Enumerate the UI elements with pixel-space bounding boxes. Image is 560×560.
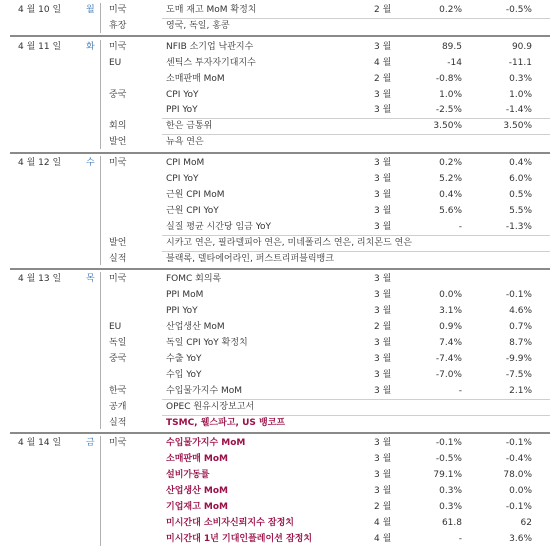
indicator-cell: CPI YoY bbox=[166, 89, 199, 100]
indicator-cell: 산업생산 MoM bbox=[166, 486, 229, 497]
forecast-cell: -14 bbox=[447, 57, 462, 68]
previous-cell: 1.0% bbox=[509, 89, 532, 100]
region-cell: 휴장 bbox=[109, 20, 127, 31]
period-cell: 2 월 bbox=[374, 322, 392, 333]
table-row bbox=[10, 415, 550, 431]
previous-cell: -0.1% bbox=[505, 438, 532, 449]
table-row bbox=[10, 203, 550, 219]
forecast-cell: -7.0% bbox=[435, 369, 462, 380]
forecast-cell: 79.1% bbox=[433, 470, 462, 481]
date-cell: 4 월 12 일 bbox=[18, 158, 62, 169]
previous-cell: 90.9 bbox=[511, 41, 532, 52]
previous-cell: 4.6% bbox=[509, 306, 532, 317]
date-cell: 4 월 13 일 bbox=[18, 274, 62, 285]
date-group-divider bbox=[10, 432, 550, 434]
period-cell: 3 월 bbox=[374, 486, 392, 497]
indicator-cell: TSMC, 웰스파고, US 뱅코프 bbox=[166, 417, 286, 428]
indicator-cell: PPI YoY bbox=[166, 306, 198, 317]
previous-cell: 0.4% bbox=[509, 158, 532, 169]
indicator-cell: 한은 금통위 bbox=[166, 121, 213, 132]
previous-cell: -1.4% bbox=[505, 105, 532, 116]
weekday-cell: 수 bbox=[86, 158, 95, 169]
period-cell: 3 월 bbox=[374, 438, 392, 449]
table-row bbox=[10, 483, 550, 499]
period-cell: 3 월 bbox=[374, 158, 392, 169]
table-row bbox=[10, 2, 550, 18]
previous-cell: 62 bbox=[520, 517, 532, 528]
previous-cell: -11.1 bbox=[508, 57, 532, 68]
forecast-cell: 61.8 bbox=[441, 517, 462, 528]
table-row bbox=[10, 134, 550, 150]
previous-cell: -9.9% bbox=[505, 353, 532, 364]
date-cell: 4 월 14 일 bbox=[18, 438, 62, 449]
indicator-cell: 소매판매 MoM bbox=[166, 73, 225, 84]
period-cell: 3 월 bbox=[374, 174, 392, 184]
table-row bbox=[10, 435, 550, 451]
column-divider bbox=[100, 40, 101, 149]
weekday-cell: 금 bbox=[86, 438, 95, 449]
indicator-cell: 미시간대 1년 기대인플레이션 잠정치 bbox=[166, 533, 313, 544]
date-group-divider bbox=[10, 268, 550, 270]
previous-cell: 0.0% bbox=[509, 486, 532, 497]
table-row bbox=[10, 367, 550, 383]
forecast-cell: 5.6% bbox=[439, 205, 462, 216]
date-group-divider bbox=[10, 35, 550, 37]
forecast-cell: 7.4% bbox=[439, 338, 462, 348]
forecast-cell: 0.9% bbox=[439, 322, 462, 333]
region-cell: 발언 bbox=[109, 137, 127, 148]
table-row bbox=[10, 351, 550, 367]
indicator-cell: 미시간대 소비자신뢰지수 잠정치 bbox=[166, 517, 294, 528]
forecast-cell: 0.4% bbox=[439, 189, 462, 200]
previous-cell: 0.7% bbox=[509, 322, 532, 333]
previous-cell: -7.5% bbox=[505, 369, 532, 380]
region-cell: 중국 bbox=[109, 89, 127, 100]
indicator-cell: 뉴욕 연은 bbox=[166, 137, 204, 148]
indicator-cell: NFIB 소기업 낙관지수 bbox=[166, 41, 254, 52]
indicator-cell: 산업생산 MoM bbox=[166, 322, 225, 333]
indicator-cell: 수출 YoY bbox=[166, 353, 202, 364]
region-cell: 미국 bbox=[109, 5, 127, 15]
period-cell: 4 월 bbox=[374, 517, 392, 528]
period-cell: 3 월 bbox=[374, 274, 392, 285]
indicator-cell: 시카고 연은, 필라델피아 연은, 미네폴리스 연은, 리치몬드 연은 bbox=[166, 237, 412, 248]
indicator-cell: 근원 CPI MoM bbox=[166, 189, 225, 200]
forecast-cell: 0.2% bbox=[439, 158, 462, 169]
indicator-cell: 블랙록, 델타에어라인, 퍼스트리퍼블릭뱅크 bbox=[166, 253, 334, 264]
previous-cell: 78.0% bbox=[503, 470, 532, 481]
indicator-cell: 도매 재고 MoM 확정치 bbox=[166, 5, 257, 15]
period-cell: 3 월 bbox=[374, 290, 392, 301]
table-row bbox=[10, 235, 550, 251]
region-cell: 미국 bbox=[109, 438, 127, 449]
table-row bbox=[10, 319, 550, 335]
period-cell: 3 월 bbox=[374, 369, 392, 380]
column-divider bbox=[100, 436, 101, 545]
previous-cell: 3.50% bbox=[503, 121, 532, 132]
previous-cell: 0.3% bbox=[509, 73, 532, 84]
indicator-cell: 근원 CPI YoY bbox=[166, 205, 219, 216]
previous-cell: -1.3% bbox=[505, 221, 532, 232]
region-cell: 실적 bbox=[109, 253, 127, 264]
table-row bbox=[10, 399, 550, 415]
period-cell: 3 월 bbox=[374, 105, 392, 116]
forecast-cell: 89.5 bbox=[441, 41, 462, 52]
table-row bbox=[10, 118, 550, 134]
table-row bbox=[10, 155, 550, 171]
forecast-cell: -0.8% bbox=[435, 73, 462, 84]
table-row bbox=[10, 303, 550, 319]
previous-cell: -0.1% bbox=[505, 502, 532, 512]
previous-cell: 5.5% bbox=[509, 205, 532, 216]
forecast-cell: 0.0% bbox=[439, 290, 462, 301]
indicator-cell: 설비가동률 bbox=[166, 470, 210, 481]
indicator-cell: 소매판매 MoM bbox=[166, 454, 229, 465]
forecast-cell: 3.50% bbox=[433, 121, 462, 132]
region-cell: 공개 bbox=[109, 401, 127, 412]
table-row bbox=[10, 531, 550, 547]
table-row bbox=[10, 55, 550, 71]
forecast-cell: 3.1% bbox=[439, 306, 462, 317]
column-divider bbox=[100, 3, 101, 33]
forecast-cell: 5.2% bbox=[439, 174, 462, 184]
forecast-cell: - bbox=[458, 385, 462, 396]
table-row bbox=[10, 451, 550, 467]
period-cell: 3 월 bbox=[374, 306, 392, 317]
period-cell: 4 월 bbox=[374, 57, 392, 68]
forecast-cell: 0.3% bbox=[439, 486, 462, 497]
previous-cell: -0.1% bbox=[505, 290, 532, 301]
table-row bbox=[10, 71, 550, 87]
forecast-cell: 0.3% bbox=[439, 502, 462, 512]
indicator-cell: PPI MoM bbox=[166, 290, 204, 301]
previous-cell: -0.4% bbox=[505, 454, 532, 465]
region-cell: 중국 bbox=[109, 353, 127, 364]
indicator-cell: CPI YoY bbox=[166, 174, 199, 184]
date-cell: 4 월 11 일 bbox=[18, 41, 62, 52]
forecast-cell: - bbox=[458, 533, 462, 544]
forecast-cell: -7.4% bbox=[435, 353, 462, 364]
period-cell: 4 월 bbox=[374, 533, 392, 544]
period-cell: 3 월 bbox=[374, 353, 392, 364]
table-row bbox=[10, 251, 550, 267]
table-row bbox=[10, 467, 550, 483]
region-cell: 미국 bbox=[109, 274, 127, 285]
table-row bbox=[10, 499, 550, 515]
period-cell: 3 월 bbox=[374, 89, 392, 100]
indicator-cell: 수입 YoY bbox=[166, 369, 202, 380]
period-cell: 3 월 bbox=[374, 189, 392, 200]
table-row bbox=[10, 39, 550, 55]
period-cell: 3 월 bbox=[374, 221, 392, 232]
indicator-cell: 기업재고 MoM bbox=[166, 502, 229, 512]
indicator-cell: 실질 평균 시간당 임금 YoY bbox=[166, 221, 271, 232]
previous-cell: 3.6% bbox=[509, 533, 532, 544]
table-row bbox=[10, 515, 550, 531]
indicator-cell: 수입물가지수 MoM bbox=[166, 438, 246, 449]
date-cell: 4 월 10 일 bbox=[18, 5, 62, 15]
period-cell: 3 월 bbox=[374, 385, 392, 396]
weekday-cell: 월 bbox=[86, 5, 95, 15]
region-cell: 미국 bbox=[109, 41, 127, 52]
region-cell: 독일 bbox=[109, 338, 127, 348]
weekday-cell: 목 bbox=[86, 274, 95, 285]
previous-cell: 8.7% bbox=[509, 338, 532, 348]
forecast-cell: -0.1% bbox=[435, 438, 462, 449]
forecast-cell: 0.2% bbox=[439, 5, 462, 15]
previous-cell: 0.5% bbox=[509, 189, 532, 200]
previous-cell: 2.1% bbox=[509, 385, 532, 396]
table-row bbox=[10, 18, 550, 34]
table-row bbox=[10, 383, 550, 399]
column-divider bbox=[100, 156, 101, 265]
weekday-cell: 화 bbox=[86, 41, 95, 52]
region-cell: 미국 bbox=[109, 158, 127, 169]
period-cell: 2 월 bbox=[374, 502, 392, 512]
region-cell: 한국 bbox=[109, 385, 127, 396]
table-row bbox=[10, 287, 550, 303]
forecast-cell: 1.0% bbox=[439, 89, 462, 100]
column-divider bbox=[100, 272, 101, 429]
table-row bbox=[10, 271, 550, 287]
indicator-cell: OPEC 원유시장보고서 bbox=[166, 401, 255, 412]
previous-cell: 6.0% bbox=[509, 174, 532, 184]
indicator-cell: 센틱스 투자자기대지수 bbox=[166, 57, 256, 68]
forecast-cell: -2.5% bbox=[435, 105, 462, 116]
indicator-cell: 수입물가지수 MoM bbox=[166, 385, 243, 396]
region-cell: 발언 bbox=[109, 237, 127, 248]
period-cell: 3 월 bbox=[374, 41, 392, 52]
table-row bbox=[10, 335, 550, 351]
period-cell: 3 월 bbox=[374, 338, 392, 348]
economic-calendar-table bbox=[10, 0, 556, 560]
table-row bbox=[10, 187, 550, 203]
table-row bbox=[10, 102, 550, 118]
period-cell: 3 월 bbox=[374, 470, 392, 481]
indicator-cell: CPI MoM bbox=[166, 158, 205, 169]
period-cell: 2 월 bbox=[374, 5, 392, 15]
period-cell: 3 월 bbox=[374, 454, 392, 465]
table-row bbox=[10, 171, 550, 187]
forecast-cell: -0.5% bbox=[435, 454, 462, 465]
date-group-divider bbox=[10, 152, 550, 154]
indicator-cell: PPI YoY bbox=[166, 105, 198, 116]
table-row bbox=[10, 219, 550, 235]
region-cell: 회의 bbox=[109, 121, 127, 132]
indicator-cell: FOMC 회의록 bbox=[166, 274, 222, 285]
previous-cell: -0.5% bbox=[505, 5, 532, 15]
region-cell: EU bbox=[109, 57, 122, 68]
indicator-cell: 영국, 독일, 홍콩 bbox=[166, 20, 230, 31]
region-cell: EU bbox=[109, 322, 122, 333]
region-cell: 실적 bbox=[109, 417, 127, 428]
table-row bbox=[10, 87, 550, 103]
period-cell: 2 월 bbox=[374, 73, 392, 84]
indicator-cell: 독일 CPI YoY 확정치 bbox=[166, 338, 248, 348]
period-cell: 3 월 bbox=[374, 205, 392, 216]
forecast-cell: - bbox=[458, 221, 462, 232]
